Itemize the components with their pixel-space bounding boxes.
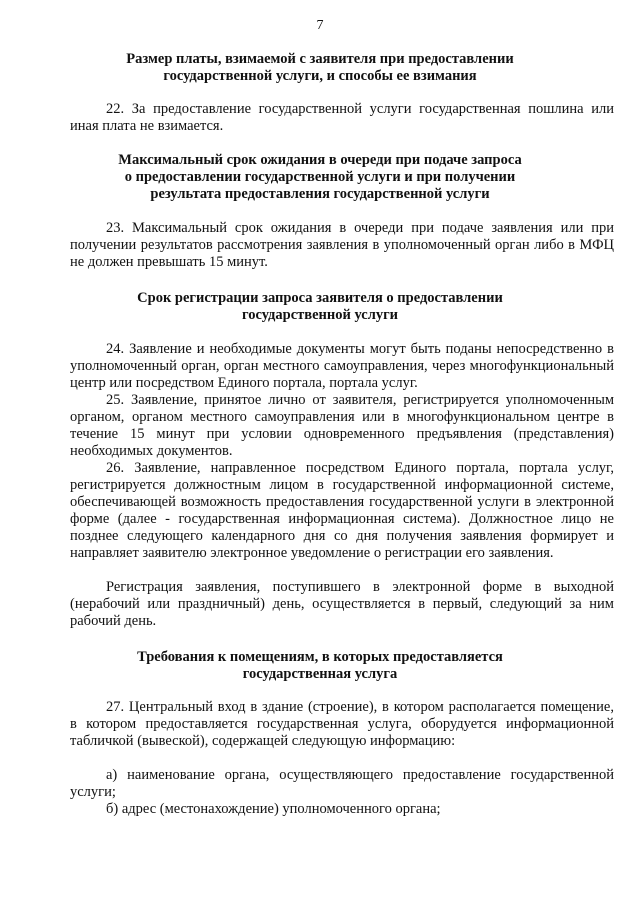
paragraph-26: 26. Заявление, направленное посредством Единого портала, портала услуг, регистрируется должностным лицом в государственной информационной системе, обеспечивающей возможность предоставления государственной услуги в электронной форме (далее - государственная информационная система). Должностное лицо не позднее следующего календарного дня со дня получения заявления формирует и направляет заявителю электронное уведомление о регистрации его заявления. bbox=[70, 460, 614, 561]
section-heading-registration: Срок регистрации запроса заявителя о предоставлении государственной услуги bbox=[137, 290, 503, 323]
page-number: 7 bbox=[316, 18, 324, 33]
paragraph-27: 27. Центральный вход в здание (строение), в котором располагается помещение, в котором предоставляется государственная услуга, оборудуется информационной табличкой (вывеской), содержащей следующую информацию: bbox=[70, 699, 614, 749]
section-heading-fee: Размер платы, взимаемой с заявителя при предоставлении государственной услуги, и способы ее взимания bbox=[126, 51, 514, 84]
section-heading-queue: Максимальный срок ожидания в очереди при подаче запроса о предоставлении государственной услуги и при получении результата предоставления государственной услуги bbox=[118, 152, 522, 202]
paragraph-24: 24. Заявление и необходимые документы могут быть поданы непосредственно в уполномоченный орган, орган местного самоуправления, через многофункциональный центр или посредством Единого портала, портала услуг. bbox=[70, 341, 614, 391]
paragraph-26-continued: Регистрация заявления, поступившего в электронной форме в выходной (нерабочий или праздничный) день, осуществляется в первый, следующий за ним рабочий день. bbox=[70, 579, 614, 629]
section-heading-premises: Требования к помещениям, в которых предоставляется государственная услуга bbox=[137, 649, 503, 682]
paragraph-23: 23. Максимальный срок ожидания в очереди при подаче заявления или при получении результатов рассмотрения заявления в уполномоченный орган либо в МФЦ не должен превышать 15 минут. bbox=[70, 220, 614, 270]
paragraph-25: 25. Заявление, принятое лично от заявителя, регистрируется уполномоченным органом, органом местного самоуправления или в многофункциональном центре в течение 15 минут при условии одновременного предъявления (представления) необходимых документов. bbox=[70, 392, 614, 459]
list-item-a: а) наименование органа, осуществляющего предоставление государственной услуги; bbox=[70, 767, 614, 800]
list-item-b: б) адрес (местонахождение) уполномоченного органа; bbox=[106, 801, 441, 817]
paragraph-22: 22. За предоставление государственной услуги государственная пошлина или иная плата не взимается. bbox=[70, 101, 614, 134]
